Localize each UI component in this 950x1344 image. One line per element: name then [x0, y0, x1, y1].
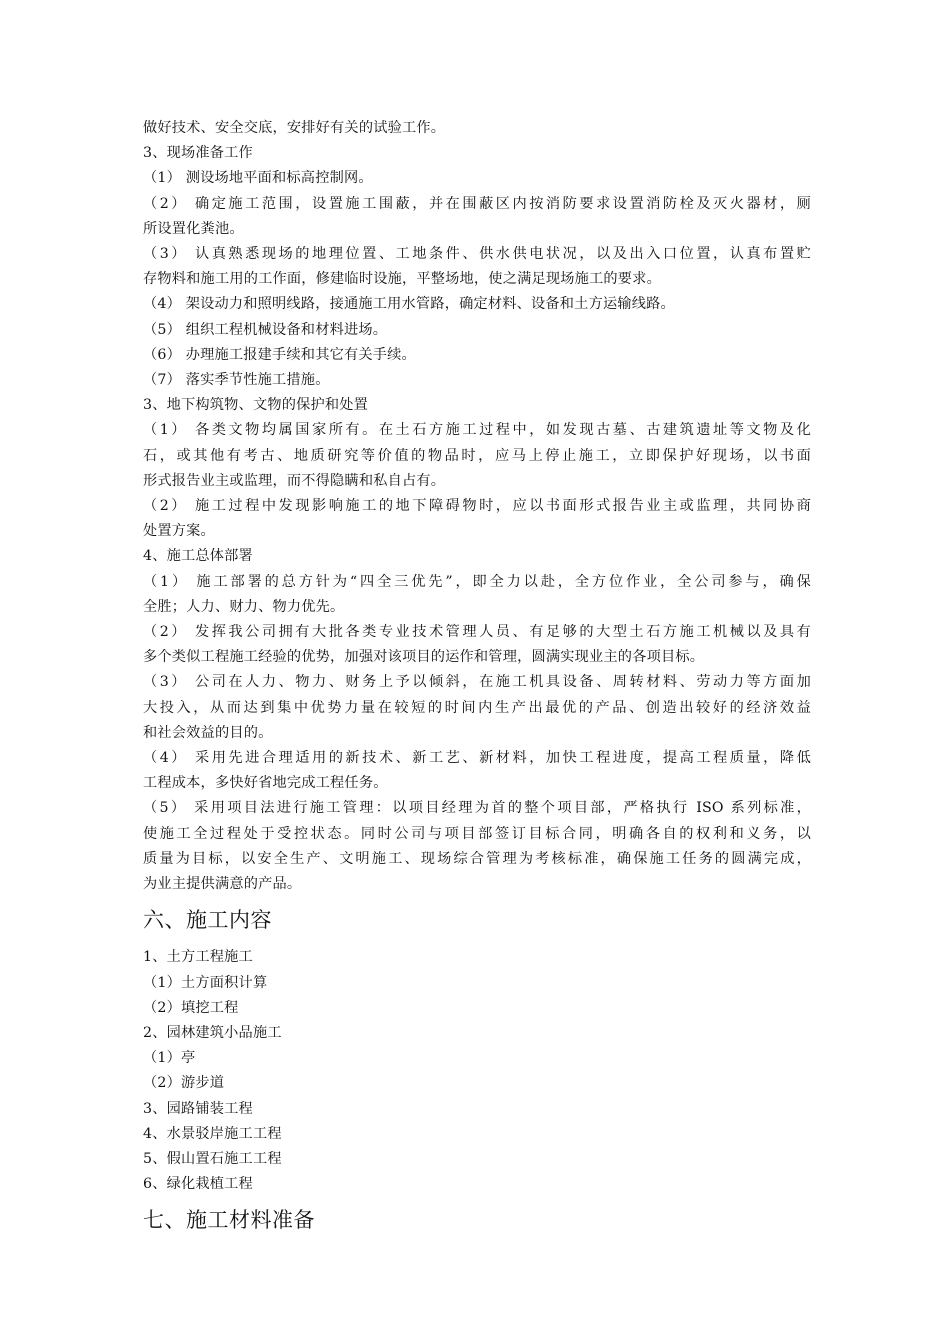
- text-line: （1） 施工部署的总方针为“四全三优先”，即全力以赴，全方位作业，全公司参与，确保: [143, 573, 811, 590]
- list-item: [143, 166, 811, 191]
- text-line: （3） 认真熟悉现场的地理位置、工地条件、供水供电状况，以及出入口位置，认真布置贮: [143, 246, 811, 263]
- text-line: （2） 确定施工范围，设置施工围蔽，并在围蔽区内按消防要求设置消防栓及灭火器材，厕: [143, 195, 811, 212]
- text-line: （2） 施工过程中发现影响施工的地下障碍物时，应以书面形式报告业主或监理，共同协商: [143, 498, 811, 515]
- list-item: 1、土方工程施工: [143, 949, 253, 966]
- list-item: [143, 746, 811, 796]
- list-item: [143, 570, 811, 620]
- list-item: （2）游步道: [143, 1075, 225, 1092]
- list-item: （1）土方面积计算: [143, 974, 268, 991]
- text-line: （4） 采用先进合理适用的新技术、新工艺、新材料，加快工程进度，提高工程质量，降低: [143, 750, 811, 767]
- text-line: 全胜；人力、财力、物力优先。: [143, 598, 345, 615]
- section-title-protection: 3、地下构筑物、文物的保护和处置: [143, 397, 369, 414]
- text-line: （3） 公司在人力、物力、财务上予以倾斜，在施工机具设备、周转材料、劳动力等方面加: [143, 674, 811, 691]
- text-line: 质量为目标，以安全生产、文明施工、现场综合管理为考核标准，确保施工任务的圆满完成，: [143, 850, 811, 867]
- text-line: （4） 架设动力和照明线路，接通施工用水管路，确定材料、设备和土方运输线路。: [143, 296, 675, 313]
- list-item: [143, 343, 811, 368]
- list-item: [143, 670, 811, 746]
- chapter-heading-materials: 七、施工材料准备: [143, 1208, 315, 1233]
- list-item: [143, 318, 811, 343]
- text-line: 大投入，从而达到集中优势力量在较短的时间内生产出最优的产品、创造出较好的经济效益: [143, 699, 811, 716]
- text-line: （5） 采用项目法进行施工管理：以项目经理为首的整个项目部，严格执行 ISO 系列标准，: [143, 800, 811, 817]
- list-item: 6、绿化栽植工程: [143, 1176, 253, 1193]
- text-line: （6） 办理施工报建手续和其它有关手续。: [143, 346, 416, 363]
- text-line: 多个类似工程施工经验的优势，加强对该项目的运作和管理，圆满实现业主的各项目标。: [143, 649, 705, 666]
- list-item: [143, 494, 811, 544]
- list-item: [143, 796, 811, 897]
- chapter6-list: [143, 945, 811, 1197]
- list-item: （1）亭: [143, 1050, 196, 1067]
- text-line: 存物料和施工用的工作面，修建临时设施，平整场地，使之满足现场施工的要求。: [143, 271, 661, 288]
- text-line: 形式报告业主或监理，而不得隐瞒和私自占有。: [143, 472, 446, 489]
- text-line: 所设置化粪池。: [143, 220, 244, 237]
- list-item: 3、园路铺装工程: [143, 1100, 253, 1117]
- list-item: 4、水景驳岸施工工程: [143, 1125, 282, 1142]
- text-line: （2） 发挥我公司拥有大批各类专业技术管理人员、有足够的大型土石方施工机械以及具有: [143, 624, 811, 641]
- text-line: 和社会效益的目的。: [143, 724, 273, 741]
- text-line: 为业主提供满意的产品。: [143, 876, 302, 893]
- text-line: 使施工全过程处于受控状态。同时公司与项目部签订目标合同，明确各自的权利和义务，以: [143, 825, 811, 842]
- text-line: （1） 各类文物均属国家所有。在土石方施工过程中，如发现古墓、古建筑遗址等文物及化: [143, 422, 811, 439]
- text-line: 处置方案。: [143, 523, 215, 540]
- text-line: （1） 测设场地平面和标高控制网。: [143, 170, 373, 187]
- list-item: （2）填挖工程: [143, 999, 239, 1016]
- list-item: [143, 620, 811, 670]
- text-line: （5） 组织工程机械设备和材料进场。: [143, 321, 388, 338]
- paragraph-intro: [143, 116, 811, 141]
- list-item: [143, 368, 811, 393]
- text-line: 石，或其他有考古、地质研究等价值的物品时，应马上停止施工，立即保护好现场，以书面: [143, 447, 811, 464]
- document-body: [143, 116, 811, 1243]
- list-item: 5、假山置石施工工程: [143, 1150, 282, 1167]
- chapter-heading-construction-content: 六、施工内容: [143, 908, 272, 933]
- list-item: 2、园林建筑小品施工: [143, 1024, 282, 1041]
- text-line: 做好技术、安全交底，安排好有关的试验工作。: [143, 120, 446, 136]
- text-line: （7） 落实季节性施工措施。: [143, 372, 330, 389]
- list-item: [143, 192, 811, 242]
- section-title-deployment: 4、施工总体部署: [143, 548, 253, 565]
- list-item: [143, 292, 811, 317]
- text-line: 工程成本，多快好省地完成工程任务。: [143, 775, 388, 792]
- list-item: [143, 418, 811, 494]
- section-title-site-prep: 3、现场准备工作: [143, 145, 253, 162]
- list-item: [143, 242, 811, 292]
